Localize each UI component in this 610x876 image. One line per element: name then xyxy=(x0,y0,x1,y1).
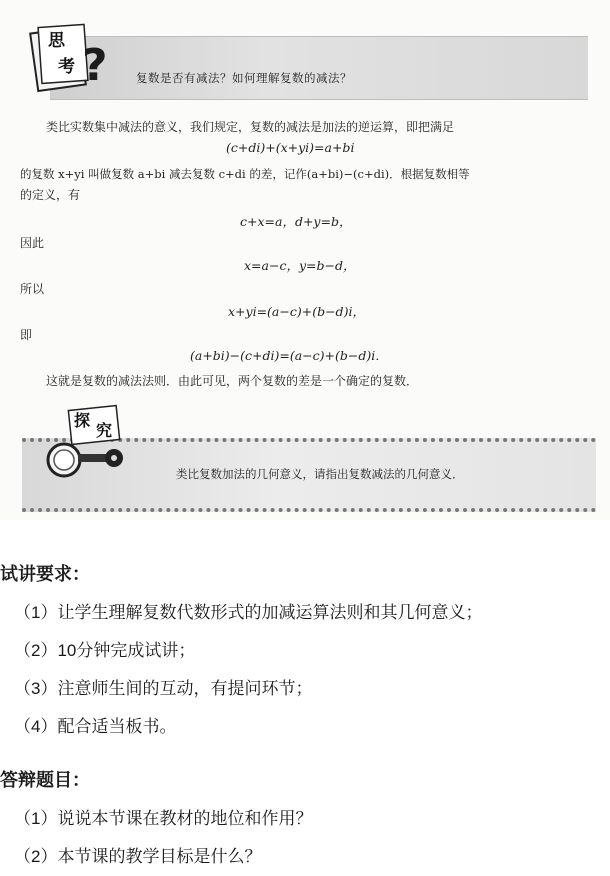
equation-2: c+x=a，d+y=b， xyxy=(240,214,352,229)
equation-5: (a+bi)−(c+di)=(a−c)+(b−d)i． xyxy=(190,348,388,363)
think-bar xyxy=(50,36,588,100)
requirement-item-4: （4）配合适当板书。 xyxy=(14,717,177,736)
explore-badge-char-1: 探 xyxy=(74,411,91,430)
requirement-item-1: （1）让学生理解复数代数形式的加减运算法则和其几何意义； xyxy=(14,603,483,622)
definition-line: 的复数 x+yi 叫做复数 a+bi 减去复数 c+di 的差，记作(a+bi)−(c+di)．根据复数相等 xyxy=(20,167,470,181)
defense-item-2: （2）本节课的教学目标是什么？ xyxy=(14,847,262,866)
requirement-item-3: （3）注意师生间的互动，有提问环节； xyxy=(14,679,313,698)
label-ie: 即 xyxy=(20,328,33,342)
label-so: 所以 xyxy=(20,282,45,296)
definition-line-2: 的定义，有 xyxy=(20,188,81,202)
equation-1: (c+di)+(x+yi)=a+bi xyxy=(226,140,355,155)
explore-badge-char-2: 究 xyxy=(96,421,113,440)
question-mark-icon: ? xyxy=(82,40,108,91)
equation-3: x=a−c，y=b−d， xyxy=(244,258,356,273)
think-question: 复数是否有减法？如何理解复数的减法？ xyxy=(136,71,352,85)
label-therefore: 因此 xyxy=(20,236,45,250)
requirement-item-2: （2）10分钟完成试讲； xyxy=(14,641,196,660)
think-box xyxy=(18,22,592,98)
defense-title: 答辩题目： xyxy=(0,770,90,790)
intro-paragraph: 类比实数集中减法的意义，我们规定，复数的减法是加法的逆运算，即把满足 xyxy=(46,120,455,134)
think-badge-char-2: 考 xyxy=(58,57,75,77)
defense-item-1: （1）说说本节课在教材的地位和作用？ xyxy=(14,809,313,828)
explore-question: 类比复数加法的几何意义，请指出复数减法的几何意义． xyxy=(176,467,464,481)
conclusion-paragraph: 这就是复数的减法法则．由此可见，两个复数的差是一个确定的复数． xyxy=(46,374,419,388)
think-badge-char-1: 思 xyxy=(48,31,65,51)
requirements-title: 试讲要求： xyxy=(0,564,90,584)
equation-4: x+yi=(a−c)+(b−d)i， xyxy=(228,304,365,319)
